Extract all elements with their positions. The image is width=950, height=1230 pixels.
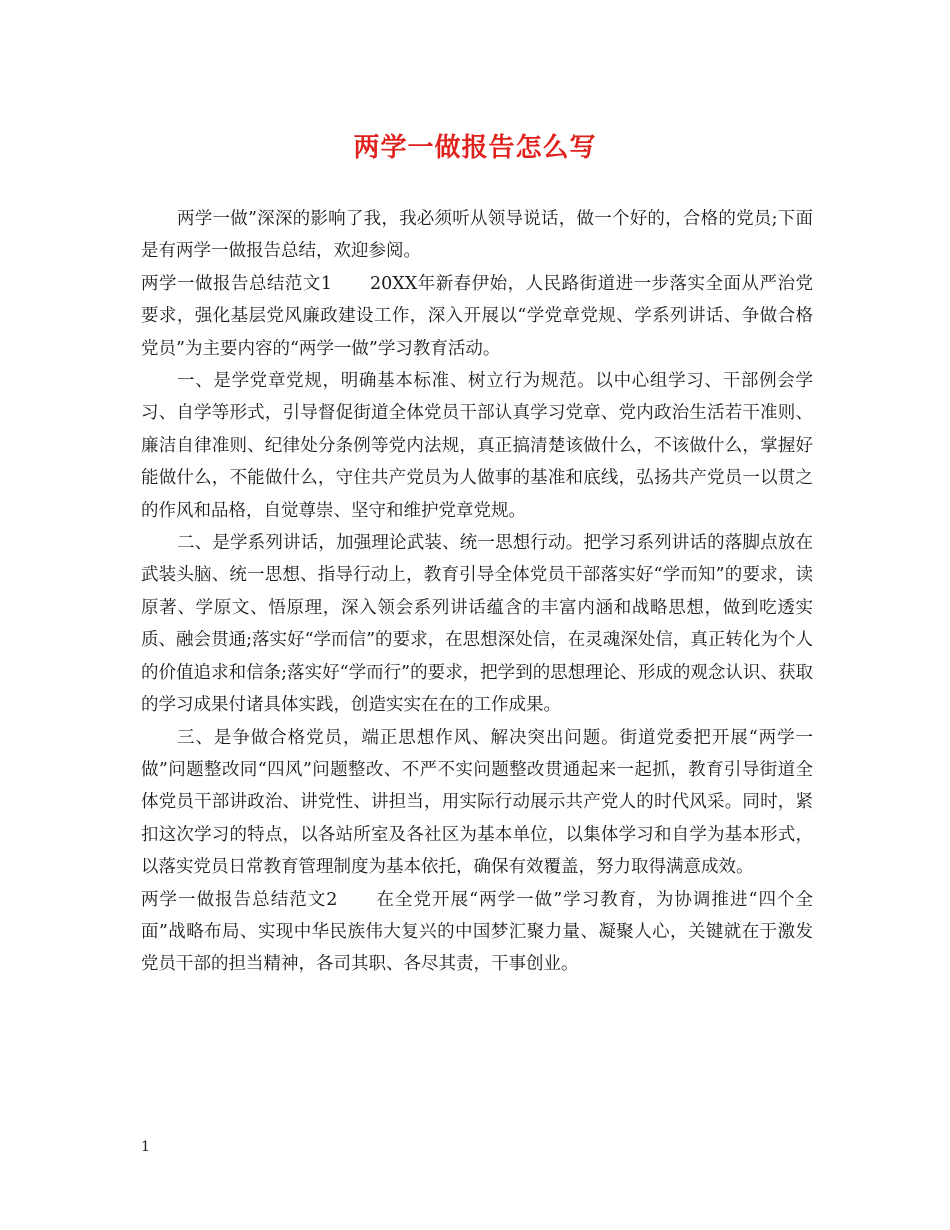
- sample1-heading: 两学一做报告总结范文1: [141, 273, 333, 294]
- intro-paragraph: 两学一做”深深的影响了我，我必须听从领导说话，做一个好的，合格的党员;下面是有两学一做报告总结，欢迎参阅。: [141, 209, 813, 262]
- page-number: 1: [141, 1139, 150, 1155]
- point3-paragraph: 三、是争做合格党员，端正思想作风、解决突出问题。街道党委把开展“两学一做”问题整改同“四风”问题整改、不严不实问题整改贯通起来一起抓，教育引导街道全体党员干部讲政治、讲党性、讲担当，用实际行动展示共产党人的时代风采。同时，紧扣这次学习的特点，以各站所室及各社区为基本单位，以集体学习和自学为基本形式，以落实党员日常教育管理制度为基本依托，确保有效覆盖，努力取得满意成效。: [141, 727, 813, 878]
- sample2-heading: 两学一做报告总结范文2: [141, 889, 338, 910]
- point2-paragraph: 二、是学系列讲话，加强理论武装、统一思想行动。把学习系列讲话的落脚点放在武装头脑、统一思想、指导行动上，教育引导全体党员干部落实好“学而知”的要求，读原著、学原文、悟原理，深入领会系列讲话蕴含的丰富内涵和战略思想，做到吃透实质、融会贯通;落实好“学而信”的要求，在思想深处信，在灵魂深处信，真正转化为个人的价值追求和信条;落实好“学而行”的要求，把学到的思想理论、形成的观念认识、获取的学习成果付诸具体实践，创造实实在在的工作成果。: [141, 533, 813, 716]
- sample1-text: 20XX年新春伊始，人民路街道进一步落实全面从严治党要求，强化基层党风廉政建设工作，深入开展以“学党章党规、学系列讲话、争做合格党员”为主要内容的“两学一做”学习教育活动。: [141, 273, 813, 359]
- sample2-text: 在全党开展“两学一做”学习教育，为协调推进“四个全面”战略布局、实现中华民族伟大复兴的中国梦汇聚力量、凝聚人心，关键就在于激发党员干部的担当精神，各司其职、各尽其责，干事创业。: [141, 889, 814, 975]
- sample1-paragraph: [141, 268, 813, 365]
- sample2-paragraph: [141, 884, 813, 981]
- document-title: 两学一做报告怎么写: [353, 133, 597, 163]
- point1-paragraph: 一、是学党章党规，明确基本标准、树立行为规范。以中心组学习、干部例会学习、自学等形式，引导督促街道全体党员干部认真学习党章、党内政治生活若干准则、廉洁自律准则、纪律处分条例等党内法规，真正搞清楚该做什么，不该做什么，掌握好能做什么，不能做什么，守住共产党员为人做事的基准和底线，弘扬共产党员一以贯之的作风和品格，自觉尊崇、坚守和维护党章党规。: [141, 371, 813, 521]
- document-body: [141, 203, 813, 981]
